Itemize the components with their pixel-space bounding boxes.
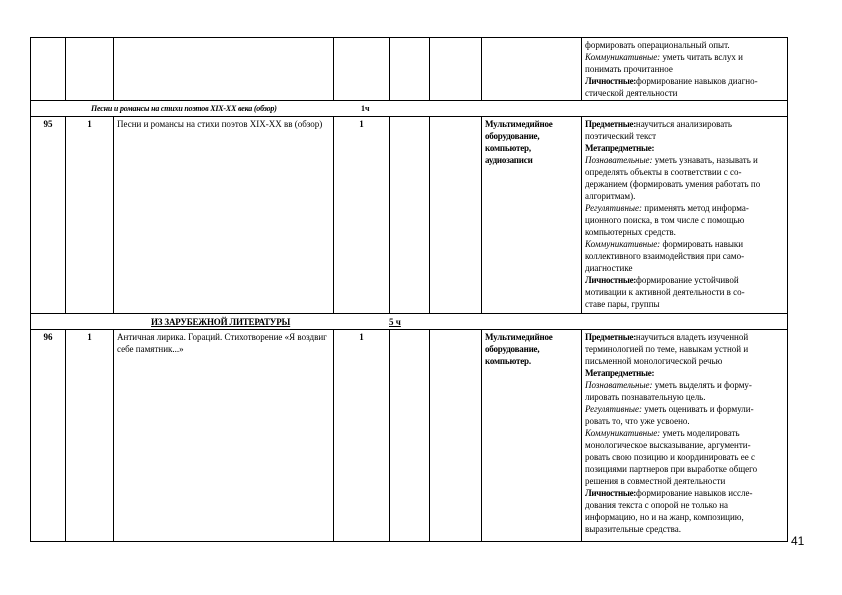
lesson-plan-table	[30, 37, 788, 542]
result-label: Метапредметные:	[585, 368, 655, 378]
result-text: ровать то, что уже усвоено.	[585, 416, 690, 426]
result-text: уметь выделять и форму-	[652, 380, 752, 390]
lesson-topic: Античная лирика. Гораций. Стихотворение «Я воздвиг себе памятник...»	[114, 330, 334, 542]
cell-date-fact	[430, 38, 482, 101]
lesson-topic: Песни и романсы на стихи поэтов XIX-XX вв (обзор)	[114, 117, 334, 314]
result-line	[585, 355, 784, 367]
result-text: формировать навыки	[660, 239, 744, 249]
cell-num	[31, 38, 66, 101]
cell-date-fact	[430, 330, 482, 542]
result-label: Метапредметные:	[585, 143, 655, 153]
result-label: Личностные:	[585, 275, 636, 285]
result-line	[585, 166, 784, 178]
result-line	[585, 499, 784, 511]
cell-equipment	[482, 38, 582, 101]
result-line	[585, 487, 784, 499]
result-text: уметь моделировать	[660, 428, 740, 438]
result-text: стической деятельности	[585, 88, 678, 98]
lesson-results	[582, 117, 788, 314]
result-line	[585, 190, 784, 202]
result-text: компьютерных средств.	[585, 227, 676, 237]
result-line	[585, 403, 784, 415]
result-text: лировать познавательную цель.	[585, 392, 706, 402]
result-text: применять метод информа-	[642, 203, 749, 213]
result-line	[585, 286, 784, 298]
result-label: Регулятивные:	[585, 203, 642, 213]
result-text: дования текста с опорой не только на	[585, 500, 729, 510]
section-hours: 1ч	[361, 104, 370, 113]
table-row-continued	[31, 38, 788, 101]
section-row-songs	[31, 101, 788, 117]
result-label: Коммуникативные:	[585, 428, 661, 438]
section-row-foreign	[31, 314, 788, 330]
result-line	[585, 511, 784, 523]
lesson-equipment: Мультимедийное оборудование, компьютер, аудиозаписи	[482, 117, 582, 314]
section-title: ИЗ ЗАРУБЕЖНОЙ ЛИТЕРАТУРЫ	[151, 317, 291, 327]
result-line	[585, 130, 784, 142]
result-text: выразительные средства.	[585, 524, 682, 534]
result-line	[585, 118, 784, 130]
result-line	[585, 63, 784, 75]
result-label: Познавательные:	[585, 380, 653, 390]
result-text: формирование навыков диагно-	[635, 76, 758, 86]
result-text: письменной монологической речью	[585, 356, 723, 366]
result-line	[585, 379, 784, 391]
lesson-hours: 1	[66, 330, 114, 542]
result-text: формирование устойчивой	[635, 275, 739, 285]
result-text: диагностике	[585, 263, 633, 273]
result-text: терминологией по теме, навыкам устной и	[585, 344, 749, 354]
lesson-planned: 1	[334, 117, 390, 314]
lesson-results	[582, 330, 788, 542]
result-line	[585, 154, 784, 166]
result-text: научиться владеть изученной	[635, 332, 749, 342]
result-text: уметь узнавать, называть и	[652, 155, 758, 165]
result-label: Коммуникативные:	[585, 239, 661, 249]
result-text: уметь оценивать и формули-	[642, 404, 754, 414]
section-cell	[31, 101, 788, 117]
table-row-95	[31, 117, 788, 314]
result-text: определять объекты в соответствии с со-	[585, 167, 742, 177]
lesson-planned: 1	[334, 330, 390, 542]
result-line	[585, 331, 784, 343]
result-label: Предметные:	[585, 332, 636, 342]
result-line	[585, 463, 784, 475]
result-label: Предметные:	[585, 119, 636, 129]
result-line	[585, 87, 784, 99]
result-line	[585, 226, 784, 238]
result-line	[585, 51, 784, 63]
result-text: решения в совместной деятельности	[585, 476, 726, 486]
result-line	[585, 142, 784, 154]
section-hours: 5 ч	[389, 317, 401, 327]
result-line	[585, 250, 784, 262]
lesson-hours: 1	[66, 117, 114, 314]
result-line	[585, 178, 784, 190]
lesson-equipment: Мультимедийное оборудование, компьютер.	[482, 330, 582, 542]
result-line	[585, 238, 784, 250]
cell-topic	[114, 38, 334, 101]
result-text: поэтический текст	[585, 131, 657, 141]
result-line	[585, 391, 784, 403]
result-text: уметь читать вслух и	[660, 52, 743, 62]
result-line	[585, 367, 784, 379]
result-text: ровать свою позицию и координировать ее с	[585, 452, 755, 462]
result-label: Личностные:	[585, 488, 636, 498]
result-line	[585, 202, 784, 214]
table-row-96	[31, 330, 788, 542]
result-label: Познавательные:	[585, 155, 653, 165]
result-text: ставе пары, группы	[585, 299, 660, 309]
result-text: монологическое высказывание, аргументи-	[585, 440, 751, 450]
result-line	[585, 262, 784, 274]
result-text: информацию, но и на жанр, композицию,	[585, 512, 744, 522]
cell-date-fact	[430, 117, 482, 314]
result-line	[585, 451, 784, 463]
result-text: ционного поиска, в том числе с помощью	[585, 215, 745, 225]
section-cell	[31, 314, 788, 330]
lesson-number: 95	[31, 117, 66, 314]
result-line	[585, 39, 784, 51]
result-text: алгоритмам).	[585, 191, 636, 201]
result-line	[585, 427, 784, 439]
page-number: 41	[791, 534, 805, 548]
result-text: мотивации к активной деятельности в со-	[585, 287, 745, 297]
result-line	[585, 415, 784, 427]
cell-date-plan	[390, 38, 430, 101]
cell-planned	[334, 38, 390, 101]
result-line	[585, 523, 784, 535]
section-title: Песни и романсы на стихи поэтов XIX-XX века (обзор)	[91, 104, 277, 113]
result-line	[585, 75, 784, 87]
result-text: формирование навыков иссле-	[635, 488, 753, 498]
result-label: Коммуникативные:	[585, 52, 661, 62]
result-text: понимать прочитанное	[585, 64, 673, 74]
lesson-number: 96	[31, 330, 66, 542]
result-line	[585, 439, 784, 451]
result-text: научиться анализировать	[635, 119, 733, 129]
cell-date-plan	[390, 117, 430, 314]
result-label: Личностные:	[585, 76, 636, 86]
result-text: формировать операциональный опыт.	[585, 40, 730, 50]
cell-date-plan	[390, 330, 430, 542]
result-text: позициями партнеров при выработке общего	[585, 464, 758, 474]
result-text: держанием (формировать умения работать по	[585, 179, 761, 189]
result-text: коллективного взаимодействия при само-	[585, 251, 745, 261]
result-label: Регулятивные:	[585, 404, 642, 414]
cell-hours	[66, 38, 114, 101]
result-line	[585, 343, 784, 355]
result-line	[585, 274, 784, 286]
cell-results	[582, 38, 788, 101]
result-line	[585, 298, 784, 310]
result-line	[585, 214, 784, 226]
result-line	[585, 475, 784, 487]
